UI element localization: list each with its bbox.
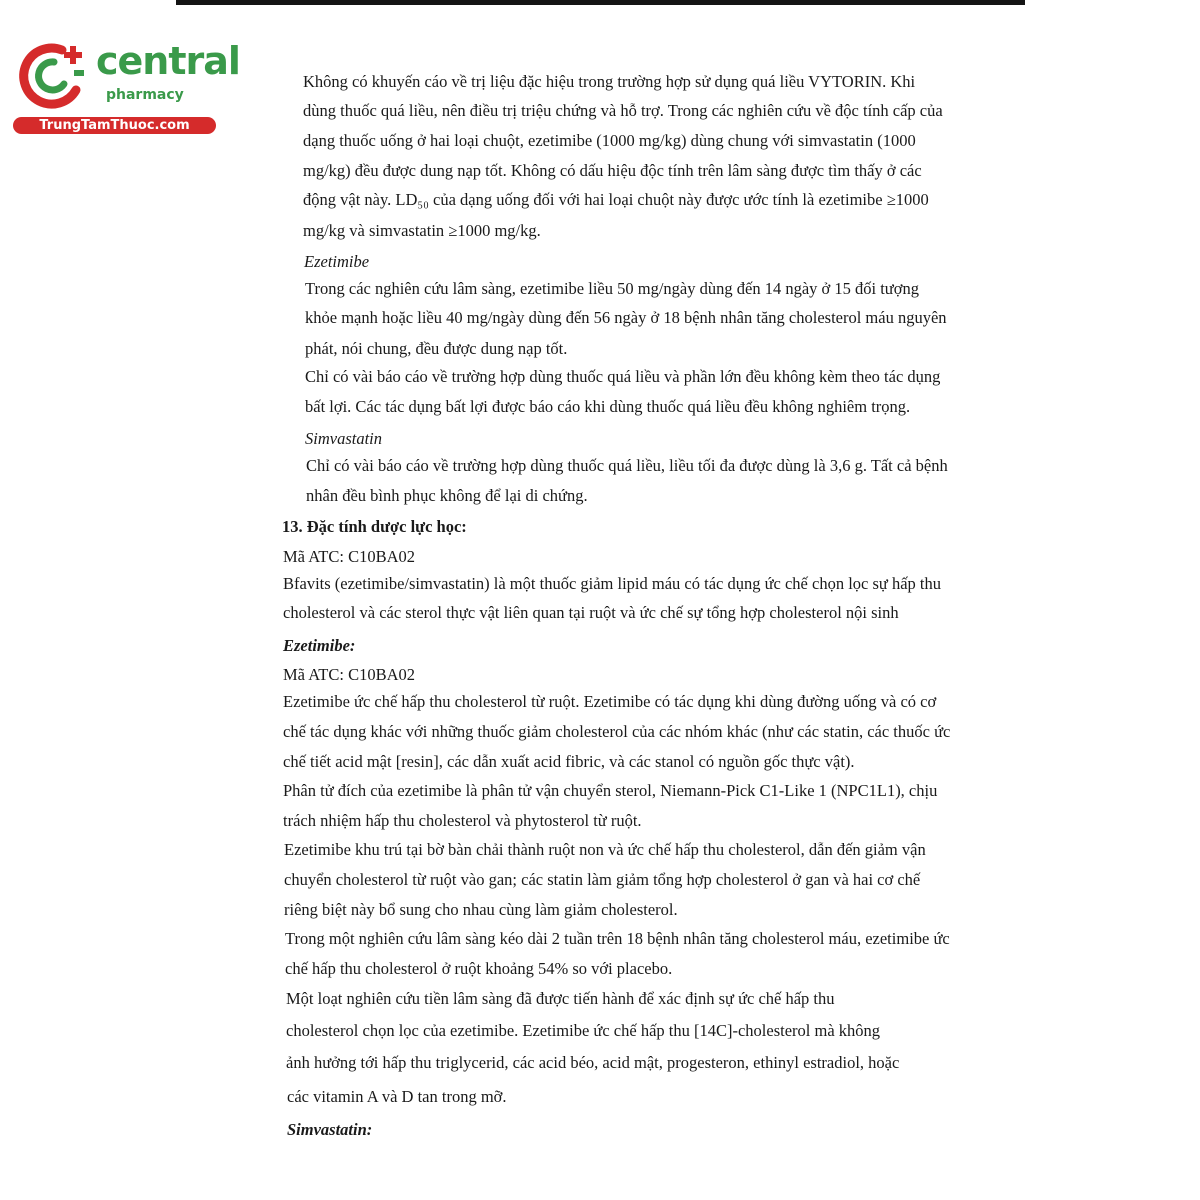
text-line: mg/kg) đều được dung nạp tốt. Không có dấu hiệu độc tính trên lâm sàng được tìm thấy ở các (303, 161, 922, 180)
text-line: các vitamin A và D tan trong mỡ. (287, 1087, 507, 1106)
text-line: chế hấp thu cholesterol ở ruột khoảng 54% so với placebo. (285, 959, 673, 978)
text-line: Bfavits (ezetimibe/simvastatin) là một thuốc giảm lipid máu có tác dụng ức chế chọn lọc sự hấp thu (283, 574, 942, 593)
text-line: khỏe mạnh hoặc liều 40 mg/ngày dùng đến 56 ngày ở 18 bệnh nhân tăng cholesterol máu nguyên (305, 308, 947, 327)
section-heading: Ezetimibe: (283, 636, 356, 655)
text-line: Phân tử đích của ezetimibe là phân tử vận chuyển sterol, Niemann-Pick C1-Like 1 (NPC1L1), chịu (283, 781, 938, 800)
text-line: riêng biệt này bổ sung cho nhau cùng làm giảm cholesterol. (284, 900, 678, 919)
text-line: Chỉ có vài báo cáo về trường hợp dùng thuốc quá liều và phần lớn đều không kèm theo tác dụng (305, 367, 941, 386)
text-line: Ezetimibe ức chế hấp thu cholesterol từ ruột. Ezetimibe có tác dụng khi dùng đường uống và có cơ (283, 692, 937, 711)
text-line: Mã ATC: C10BA02 (283, 665, 416, 684)
text-line: mg/kg và simvastatin ≥1000 mg/kg. (303, 221, 541, 240)
text-line: cholesterol chọn lọc của ezetimibe. Ezetimibe ức chế hấp thu [14C]-cholesterol mà không (286, 1021, 881, 1040)
section-heading: Simvastatin (305, 429, 382, 448)
section-heading: Simvastatin: (287, 1120, 373, 1139)
text-line: chế tiết acid mật [resin], các dẫn xuất acid fibric, và các stanol có nguồn gốc thực vật). (283, 752, 855, 771)
text-line: dùng thuốc quá liều, nên điều trị triệu chứng và hỗ trợ. Trong các nghiên cứu về độc tính cấp của (303, 101, 943, 120)
text-line: Trong một nghiên cứu lâm sàng kéo dài 2 tuần trên 18 bệnh nhân tăng cholesterol máu, ezetimibe ức (285, 929, 950, 948)
section-heading: Ezetimibe (304, 252, 370, 271)
text-line: nhân đều bình phục không để lại di chứng. (306, 486, 588, 505)
text-line: Mã ATC: C10BA02 (283, 547, 416, 566)
section-heading: 13. Đặc tính dược lực học: (282, 517, 467, 536)
text-line: chế tác dụng khác với những thuốc giảm cholesterol của các nhóm khác (như các statin, các thuốc ức (283, 722, 951, 741)
text-line: Trong các nghiên cứu lâm sàng, ezetimibe liều 50 mg/ngày dùng đến 14 ngày ở 15 đối tượng (305, 279, 919, 298)
text-line: chuyển cholesterol từ ruột vào gan; các statin làm giảm tổng hợp cholesterol ở gan và hai cơ chế (284, 870, 921, 889)
text-line: trách nhiệm hấp thu cholesterol và phytosterol từ ruột. (283, 811, 642, 830)
text-line: dạng thuốc uống ở hai loại chuột, ezetimibe (1000 mg/kg) dùng chung với simvastatin (1000 (303, 131, 916, 150)
text-line: động vật này. LD₅₀ của dạng uống đối với hai loại chuột này được ước tính là ezetimibe ≥1000 (303, 190, 929, 209)
logo-brand-text: central (96, 39, 240, 83)
text-line: Một loạt nghiên cứu tiền lâm sàng đã được tiến hành để xác định sự ức chế hấp thu (286, 989, 835, 1008)
text-line: ảnh hưởng tới hấp thu triglycerid, các acid béo, acid mật, progesteron, ethinyl estradiol, hoặc (286, 1053, 900, 1072)
text-line: Không có khuyến cáo về trị liệu đặc hiệu trong trường hợp sử dụng quá liều VYTORIN. Khi (303, 72, 916, 91)
text-line: Chỉ có vài báo cáo về trường hợp dùng thuốc quá liều, liều tối đa được dùng là 3,6 g. Tất cả bệnh (306, 456, 948, 475)
logo-sub-text: pharmacy (106, 87, 184, 103)
text-line: bất lợi. Các tác dụng bất lợi được báo cáo khi dùng thuốc quá liều đều không nghiêm trọng. (305, 397, 911, 416)
text-line: phát, nói chung, đều được dung nạp tốt. (305, 339, 568, 358)
text-line: cholesterol và các sterol thực vật liên quan tại ruột và ức chế sự tổng hợp cholesterol nội sinh (283, 603, 899, 622)
text-line: Ezetimibe khu trú tại bờ bàn chải thành ruột non và ức chế hấp thu cholesterol, dẫn đến giảm vận (284, 840, 926, 859)
logo-url-badge: TrungTamThuoc.com (13, 117, 216, 134)
